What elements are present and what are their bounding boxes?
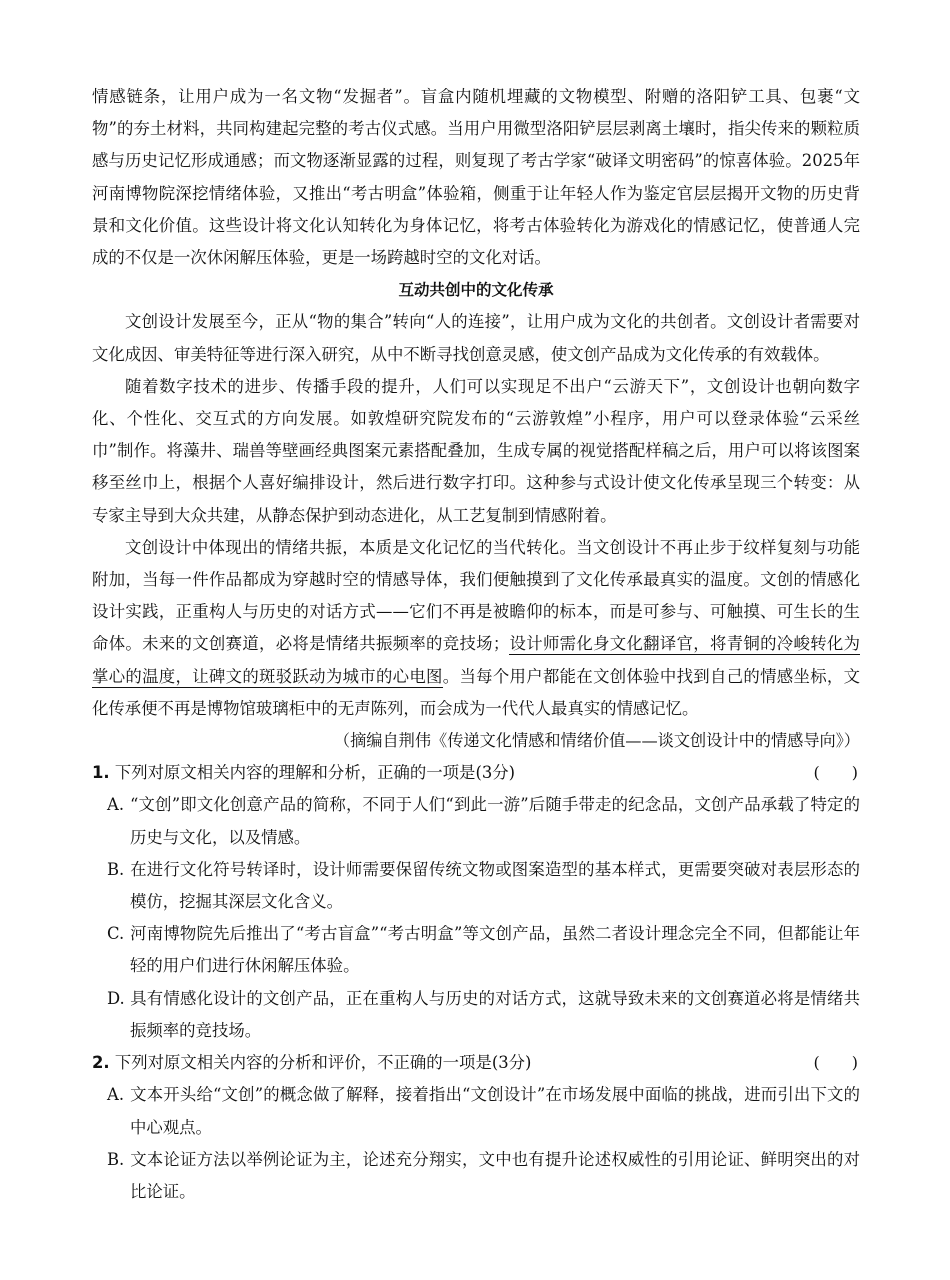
option-text: 文本论证方法以举例论证为主，论述充分翔实，文中也有提升论述权威性的引用论证、鲜明突出的对比论证。 [130,1149,860,1201]
question-1-option-a[interactable] [92,789,860,853]
answer-bracket-1[interactable]: ( ) [813,763,858,783]
question-1-option-d[interactable] [92,983,860,1047]
question-1-stem-text: 下列对原文相关内容的理解和分析，正确的一项是(3分) [114,763,516,783]
option-text: 文本开头给“文创”的概念做了解释，接着指出“文创设计”在市场发展中面临的挑战，进而引出下文的中心观点。 [130,1085,860,1137]
option-letter: A. [107,795,125,815]
question-2-number: 2. [92,1053,110,1073]
option-letter: C. [107,924,125,944]
question-2-option-a[interactable] [92,1079,860,1143]
option-text: 具有情感化设计的文创产品，正在重构人与历史的对话方式，这就导致未来的文创赛道必将是情绪共振频率的竞技场。 [130,988,860,1040]
section-heading: 互动共创中的文化传承 [398,281,554,300]
option-letter: B. [107,859,125,879]
question-1-stem [92,757,860,789]
question-2-option-b[interactable] [92,1144,860,1208]
option-text: “文创”即文化创意产品的简称，不同于人们“到此一游”后随手带走的纪念品，文创产品承载了特定的历史与文化，以及情感。 [130,795,860,847]
question-1 [92,757,860,1047]
option-letter: B. [107,1149,125,1169]
answer-bracket-2[interactable]: ( ) [813,1053,858,1073]
source-citation: （摘编自荆伟《传递文化情感和情绪价值——谈文创设计中的情感导向》） [333,731,860,751]
paragraph-3-text-before: 文创设计中体现出的情绪共振，本质是文化记忆的当代转化。当文创设计不再止步于纹样复刻与功能附加，当每一件作品都成为穿越时空的情感导体，我们便触摸到了文化传承最真实的温度。文创的情感化设计实践，正重构人与历史的对话方式——它们不再是被瞻仰的标本，而是可参与、可触摸、可生长的生命体。未来的文创赛道，必将是情绪共振频率的竞技场； [92,537,860,654]
page-content [92,81,860,1208]
question-1-number: 1. [92,763,110,783]
intro-paragraph: 情感链条，让用户成为一名文物“发掘者”。盲盒内随机埋藏的文物模型、附赠的洛阳铲工具、包裹“文物”的夯土材料，共同构建起完整的考古仪式感。当用户用微型洛阳铲层层剥离土壤时，指尖传来的颗粒质感与历史记忆形成通感；而文物逐渐显露的过程，则复现了考古学家“破译文明密码”的惊喜体验。2025年河南博物院深挖情绪体验，又推出“考古明盒”体验箱，侧重于让年轻人作为鉴定官层层揭开文物的历史背景和文化价值。这些设计将文化认知转化为身体记忆，将考古体验转化为游戏化的情感记忆，使普通人完成的不仅是一次休闲解压体验，更是一场跨越时空的文化对话。 [92,87,860,268]
option-letter: D. [107,988,125,1008]
option-text: 在进行文化符号转译时，设计师需要保留传统文物或图案造型的基本样式，更需要突破对表层形态的模仿，挖掘其深层文化含义。 [130,859,860,912]
underlined-sentence: 设计师需化身文化翻译官，将青铜的冷峻转化为掌心的温度，让碑文的斑驳跃动为城市的心电图 [92,634,860,686]
paragraph-3-text-after: 。当每个用户都能在文创体验中找到自己的情感坐标，文化传承便不再是博物馆玻璃柜中的无声陈列，而会成为一代代人最真实的情感记忆。 [92,666,860,718]
question-2-stem-text: 下列对原文相关内容的分析和评价，不正确的一项是(3分) [114,1053,532,1073]
body-paragraph-1: 文创设计发展至今，正从“物的集合”转向“人的连接”，让用户成为文化的共创者。文创设计者需要对文化成因、审美特征等进行深入研究，从中不断寻找创意灵感，使文创产品成为文化传承的有效载体。 [92,312,860,364]
question-1-option-b[interactable] [92,854,860,918]
option-text: 河南博物院先后推出了“考古盲盒”“考古明盒”等文创产品，虽然二者设计理念完全不同，但都能让年轻的用户们进行休闲解压体验。 [130,924,860,976]
body-paragraph-2: 随着数字技术的进步、传播手段的提升，人们可以实现足不出户“云游天下”，文创设计也朝向数字化、个性化、交互式的方向发展。如敦煌研究院发布的“云游敦煌”小程序，用户可以登录体验“云采丝巾”制作。将藻井、瑞兽等壁画经典图案元素搭配叠加，生成专属的视觉搭配样稿之后，用户可以将该图案移至丝巾上，根据个人喜好编排设计，然后进行数字打印。这种参与式设计使文化传承呈现三个转变：从专家主导到大众共建，从静态保护到动态进化，从工艺复制到情感附着。 [92,376,860,525]
option-letter: A. [107,1085,125,1105]
question-2 [92,1047,860,1208]
question-2-stem [92,1047,860,1079]
question-1-option-c[interactable] [92,918,860,982]
body-paragraph-3 [92,532,860,725]
